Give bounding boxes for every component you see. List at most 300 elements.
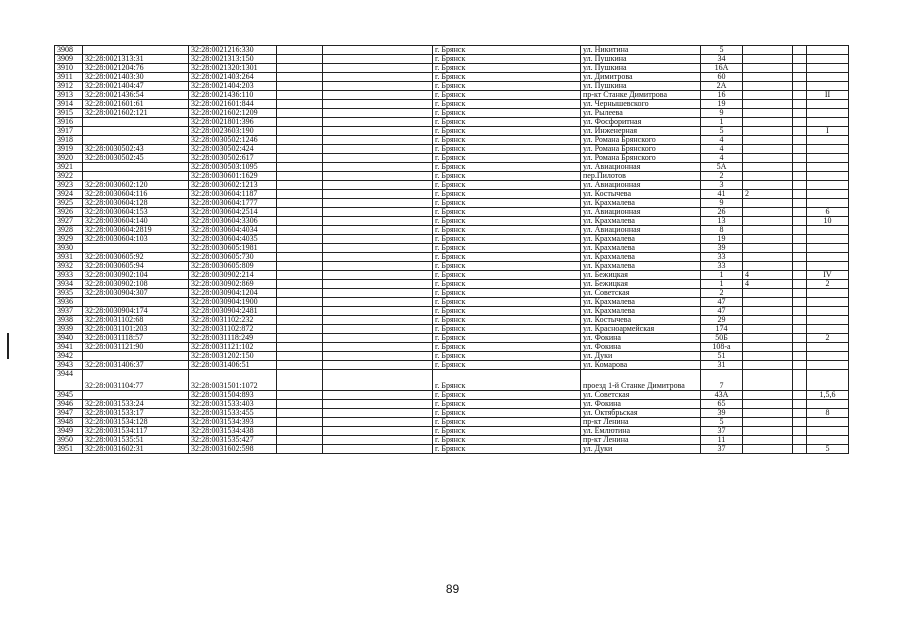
empty-cell <box>323 298 433 307</box>
city: г. Брянск <box>433 163 581 172</box>
empty-cell <box>793 361 807 370</box>
previous-cadastral-number: 32:28:0030605:92 <box>83 253 189 262</box>
table-row <box>55 418 849 427</box>
house-number: 19 <box>701 235 743 244</box>
empty-cell <box>323 154 433 163</box>
previous-cadastral-number: 32:28:0030602:120 <box>83 181 189 190</box>
city: г. Брянск <box>433 100 581 109</box>
apartment-number <box>743 316 793 325</box>
table-row <box>55 262 849 271</box>
empty-cell <box>793 109 807 118</box>
table-row <box>55 244 849 253</box>
house-number: 16 <box>701 91 743 100</box>
empty-cell <box>323 400 433 409</box>
city: г. Брянск <box>433 400 581 409</box>
empty-cell <box>323 325 433 334</box>
previous-cadastral-number: 32:28:0021404:47 <box>83 82 189 91</box>
empty-cell <box>323 409 433 418</box>
previous-cadastral-number <box>83 127 189 136</box>
previous-cadastral-number <box>83 172 189 181</box>
house-number: 2 <box>701 172 743 181</box>
empty-cell <box>277 190 323 199</box>
table-row <box>55 361 849 370</box>
cadastral-number: 32:28:0030604:4034 <box>189 226 277 235</box>
row-number: 3910 <box>55 64 83 73</box>
table-row <box>55 136 849 145</box>
street: ул. Бежицкая <box>581 280 701 289</box>
room-number <box>807 307 849 316</box>
apartment-number <box>743 325 793 334</box>
empty-cell <box>277 199 323 208</box>
city: г. Брянск <box>433 235 581 244</box>
city: г. Брянск <box>433 154 581 163</box>
empty-cell <box>323 163 433 172</box>
room-number <box>807 136 849 145</box>
room-number <box>807 73 849 82</box>
row-number: 3911 <box>55 73 83 82</box>
house-number: 41 <box>701 190 743 199</box>
previous-cadastral-number: 32:28:0030604:103 <box>83 235 189 244</box>
city: г. Брянск <box>433 55 581 64</box>
empty-cell <box>277 289 323 298</box>
room-number <box>807 289 849 298</box>
table-row <box>55 64 849 73</box>
house-number: 3 <box>701 181 743 190</box>
empty-cell <box>323 82 433 91</box>
empty-cell <box>793 427 807 436</box>
street: ул. Советская <box>581 391 701 400</box>
empty-cell <box>323 136 433 145</box>
room-number <box>807 361 849 370</box>
empty-cell <box>793 172 807 181</box>
row-number: 3932 <box>55 262 83 271</box>
apartment-number <box>743 145 793 154</box>
apartment-number <box>743 409 793 418</box>
room-number <box>807 190 849 199</box>
register-body <box>55 46 849 454</box>
room-number <box>807 181 849 190</box>
cadastral-number: 32:28:0031534:393 <box>189 418 277 427</box>
apartment-number <box>743 352 793 361</box>
row-number: 3908 <box>55 46 83 55</box>
previous-cadastral-number: 32:28:0021204:76 <box>83 64 189 73</box>
street: ул. Крахмалева <box>581 298 701 307</box>
room-number <box>807 109 849 118</box>
house-number: 1 <box>701 280 743 289</box>
empty-cell <box>793 73 807 82</box>
row-number: 3930 <box>55 244 83 253</box>
empty-cell <box>277 226 323 235</box>
previous-cadastral-number: 32:28:0031406:37 <box>83 361 189 370</box>
house-number: 4 <box>701 145 743 154</box>
table-row <box>55 91 849 100</box>
cadastral-number: 32:28:0021320:1301 <box>189 64 277 73</box>
previous-cadastral-number <box>83 298 189 307</box>
empty-cell <box>277 217 323 226</box>
row-number: 3929 <box>55 235 83 244</box>
room-number <box>807 226 849 235</box>
empty-cell <box>793 400 807 409</box>
street: ул. Костычева <box>581 190 701 199</box>
empty-cell <box>793 418 807 427</box>
row-number: 3912 <box>55 82 83 91</box>
room-number <box>807 118 849 127</box>
street: пр-кт Станке Димитрова <box>581 91 701 100</box>
house-number: 5 <box>701 127 743 136</box>
row-number: 3941 <box>55 343 83 352</box>
apartment-number <box>743 100 793 109</box>
table-row <box>55 343 849 352</box>
room-number: 2 <box>807 280 849 289</box>
previous-cadastral-number <box>83 118 189 127</box>
street: ул. Крахмалева <box>581 199 701 208</box>
apartment-number <box>743 244 793 253</box>
empty-cell <box>793 316 807 325</box>
street: ул. Рылеева <box>581 109 701 118</box>
city: г. Брянск <box>433 427 581 436</box>
cadastral-number: 32:28:0030605:809 <box>189 262 277 271</box>
empty-cell <box>277 352 323 361</box>
street: ул. Инженерная <box>581 127 701 136</box>
apartment-number <box>743 208 793 217</box>
city: г. Брянск <box>433 343 581 352</box>
cadastral-number: 32:28:0021403:264 <box>189 73 277 82</box>
empty-cell <box>793 154 807 163</box>
room-number <box>807 100 849 109</box>
table-row <box>55 271 849 280</box>
previous-cadastral-number: 32:28:0021601:61 <box>83 100 189 109</box>
empty-cell <box>793 226 807 235</box>
apartment-number <box>743 109 793 118</box>
table-row <box>55 109 849 118</box>
apartment-number <box>743 298 793 307</box>
empty-cell <box>323 226 433 235</box>
cadastral-number: 32:28:0031102:232 <box>189 316 277 325</box>
room-number: I <box>807 127 849 136</box>
empty-cell <box>323 445 433 454</box>
cadastral-number: 32:28:0030904:1204 <box>189 289 277 298</box>
empty-cell <box>323 280 433 289</box>
cadastral-number: 32:28:0023603:190 <box>189 127 277 136</box>
empty-cell <box>323 64 433 73</box>
city: г. Брянск <box>433 409 581 418</box>
apartment-number <box>743 343 793 352</box>
cadastral-number: 32:28:0030605:730 <box>189 253 277 262</box>
city: г. Брянск <box>433 217 581 226</box>
city: г. Брянск <box>433 325 581 334</box>
empty-cell <box>277 334 323 343</box>
apartment-number <box>743 307 793 316</box>
city: г. Брянск <box>433 199 581 208</box>
empty-cell <box>323 361 433 370</box>
empty-cell <box>793 136 807 145</box>
empty-cell <box>323 91 433 100</box>
row-number: 3931 <box>55 253 83 262</box>
room-number <box>807 235 849 244</box>
empty-cell <box>323 181 433 190</box>
empty-cell <box>323 253 433 262</box>
cadastral-number: 32:28:0031533:403 <box>189 400 277 409</box>
cadastral-number: 32:28:0030602:1213 <box>189 181 277 190</box>
table-row <box>55 55 849 64</box>
cadastral-number: 32:28:0021602:1209 <box>189 109 277 118</box>
city: г. Брянск <box>433 280 581 289</box>
cadastral-number: 32:28:0030604:2514 <box>189 208 277 217</box>
room-number <box>807 55 849 64</box>
apartment-number: 4 <box>743 271 793 280</box>
empty-cell <box>323 352 433 361</box>
empty-cell <box>793 163 807 172</box>
apartment-number: 2 <box>743 190 793 199</box>
empty-cell <box>277 325 323 334</box>
property-register-table <box>54 45 849 454</box>
street: пер.Пилотов <box>581 172 701 181</box>
cadastral-number: 32:28:0021313:150 <box>189 55 277 64</box>
empty-cell <box>277 298 323 307</box>
apartment-number <box>743 154 793 163</box>
table-row <box>55 298 849 307</box>
house-number: 13 <box>701 217 743 226</box>
empty-cell <box>277 136 323 145</box>
row-number: 3919 <box>55 145 83 154</box>
empty-cell <box>323 427 433 436</box>
table-row <box>55 427 849 436</box>
room-number <box>807 82 849 91</box>
house-number: 1 <box>701 271 743 280</box>
apartment-number <box>743 391 793 400</box>
street: ул. Крахмалева <box>581 307 701 316</box>
row-number: 3945 <box>55 391 83 400</box>
empty-cell <box>793 82 807 91</box>
empty-cell <box>277 253 323 262</box>
room-number <box>807 199 849 208</box>
apartment-number: 4 <box>743 280 793 289</box>
apartment-number <box>743 163 793 172</box>
empty-cell <box>277 100 323 109</box>
street: ул. Никитина <box>581 46 701 55</box>
empty-cell <box>793 370 807 391</box>
empty-cell <box>277 91 323 100</box>
street: ул. Авиационная <box>581 226 701 235</box>
city: г. Брянск <box>433 64 581 73</box>
house-number: 8 <box>701 226 743 235</box>
room-number <box>807 418 849 427</box>
empty-cell <box>793 190 807 199</box>
house-number: 19 <box>701 100 743 109</box>
house-number: 39 <box>701 244 743 253</box>
street: ул. Фокина <box>581 400 701 409</box>
street: ул. Пушкина <box>581 82 701 91</box>
empty-cell <box>277 163 323 172</box>
row-number: 3938 <box>55 316 83 325</box>
row-number: 3950 <box>55 436 83 445</box>
room-number <box>807 325 849 334</box>
previous-cadastral-number: 32:28:0030604:153 <box>83 208 189 217</box>
empty-cell <box>277 391 323 400</box>
previous-cadastral-number: 32:28:0030502:43 <box>83 145 189 154</box>
previous-cadastral-number: 32:28:0030604:140 <box>83 217 189 226</box>
room-number <box>807 343 849 352</box>
row-number: 3914 <box>55 100 83 109</box>
row-number: 3927 <box>55 217 83 226</box>
empty-cell <box>277 82 323 91</box>
city: г. Брянск <box>433 190 581 199</box>
previous-cadastral-number: 32:28:0031533:17 <box>83 409 189 418</box>
row-number: 3920 <box>55 154 83 163</box>
cadastral-number: 32:28:0031534:438 <box>189 427 277 436</box>
row-number: 3942 <box>55 352 83 361</box>
row-number: 3915 <box>55 109 83 118</box>
empty-cell <box>277 307 323 316</box>
house-number: 50Б <box>701 334 743 343</box>
row-number: 3922 <box>55 172 83 181</box>
street: ул. Романа Брянского <box>581 136 701 145</box>
house-number: 37 <box>701 445 743 454</box>
cadastral-number: 32:28:0021601:844 <box>189 100 277 109</box>
room-number <box>807 253 849 262</box>
city: г. Брянск <box>433 91 581 100</box>
empty-cell <box>323 145 433 154</box>
street: ул. Фосфоритная <box>581 118 701 127</box>
empty-cell <box>323 127 433 136</box>
apartment-number <box>743 334 793 343</box>
cadastral-number: 32:28:0030502:1246 <box>189 136 277 145</box>
empty-cell <box>793 271 807 280</box>
empty-cell <box>323 100 433 109</box>
apartment-number <box>743 418 793 427</box>
city: г. Брянск <box>433 262 581 271</box>
page-number: 89 <box>445 582 460 596</box>
street: ул. Фокина <box>581 334 701 343</box>
empty-cell <box>323 307 433 316</box>
room-number: II <box>807 91 849 100</box>
previous-cadastral-number: 32:28:0031121:90 <box>83 343 189 352</box>
row-number: 3943 <box>55 361 83 370</box>
previous-cadastral-number: 32:28:0031104:77 <box>83 370 189 391</box>
apartment-number <box>743 199 793 208</box>
cadastral-number: 32:28:0031118:249 <box>189 334 277 343</box>
apartment-number <box>743 400 793 409</box>
city: г. Брянск <box>433 145 581 154</box>
previous-cadastral-number: 32:28:0030904:174 <box>83 307 189 316</box>
row-number: 3951 <box>55 445 83 454</box>
table-row <box>55 391 849 400</box>
empty-cell <box>277 55 323 64</box>
street: ул. Авиационная <box>581 208 701 217</box>
street: ул. Чернышевского <box>581 100 701 109</box>
empty-cell <box>793 208 807 217</box>
empty-cell <box>277 400 323 409</box>
table-row <box>55 289 849 298</box>
street: ул. Комарова <box>581 361 701 370</box>
room-number <box>807 145 849 154</box>
empty-cell <box>323 208 433 217</box>
room-number: 8 <box>807 409 849 418</box>
cadastral-number: 32:28:0031406:51 <box>189 361 277 370</box>
table-row <box>55 316 849 325</box>
empty-cell <box>323 262 433 271</box>
city: г. Брянск <box>433 445 581 454</box>
empty-cell <box>323 418 433 427</box>
house-number: 51 <box>701 352 743 361</box>
cadastral-number: 32:28:0030604:4035 <box>189 235 277 244</box>
apartment-number <box>743 46 793 55</box>
empty-cell <box>793 352 807 361</box>
table-row <box>55 307 849 316</box>
empty-cell <box>323 73 433 82</box>
city: г. Брянск <box>433 253 581 262</box>
row-number: 3939 <box>55 325 83 334</box>
previous-cadastral-number <box>83 136 189 145</box>
apartment-number <box>743 172 793 181</box>
row-number: 3921 <box>55 163 83 172</box>
apartment-number <box>743 436 793 445</box>
city: г. Брянск <box>433 289 581 298</box>
empty-cell <box>277 172 323 181</box>
empty-cell <box>793 235 807 244</box>
row-number: 3909 <box>55 55 83 64</box>
empty-cell <box>277 409 323 418</box>
table-row <box>55 181 849 190</box>
house-number: 37 <box>701 427 743 436</box>
cadastral-number: 32:28:0031121:102 <box>189 343 277 352</box>
empty-cell <box>277 418 323 427</box>
city: г. Брянск <box>433 208 581 217</box>
empty-cell <box>323 244 433 253</box>
empty-cell <box>277 262 323 271</box>
room-number: 6 <box>807 208 849 217</box>
empty-cell <box>323 109 433 118</box>
house-number: 2 <box>701 289 743 298</box>
city: г. Брянск <box>433 46 581 55</box>
street: ул. Романа Брянского <box>581 145 701 154</box>
house-number: 60 <box>701 73 743 82</box>
room-number <box>807 427 849 436</box>
empty-cell <box>277 343 323 352</box>
city: г. Брянск <box>433 136 581 145</box>
table-row <box>55 253 849 262</box>
city: г. Брянск <box>433 352 581 361</box>
table-row <box>55 400 849 409</box>
previous-cadastral-number: 32:28:0030902:104 <box>83 271 189 280</box>
empty-cell <box>793 55 807 64</box>
empty-cell <box>323 118 433 127</box>
street: ул. Пушкина <box>581 55 701 64</box>
room-number: 2 <box>807 334 849 343</box>
house-number: 5 <box>701 418 743 427</box>
apartment-number <box>743 361 793 370</box>
street: ул. Октябрьская <box>581 409 701 418</box>
apartment-number <box>743 118 793 127</box>
row-number: 3928 <box>55 226 83 235</box>
empty-cell <box>793 436 807 445</box>
empty-cell <box>793 289 807 298</box>
previous-cadastral-number: 32:28:0030605:94 <box>83 262 189 271</box>
empty-cell <box>277 316 323 325</box>
previous-cadastral-number: 32:28:0030502:45 <box>83 154 189 163</box>
empty-cell <box>277 46 323 55</box>
city: г. Брянск <box>433 172 581 181</box>
row-number: 3949 <box>55 427 83 436</box>
previous-cadastral-number: 32:28:0030604:128 <box>83 199 189 208</box>
street: ул. Авиационная <box>581 163 701 172</box>
row-number: 3948 <box>55 418 83 427</box>
previous-cadastral-number <box>83 46 189 55</box>
house-number: 29 <box>701 316 743 325</box>
empty-cell <box>793 100 807 109</box>
empty-cell <box>793 118 807 127</box>
empty-cell <box>277 244 323 253</box>
